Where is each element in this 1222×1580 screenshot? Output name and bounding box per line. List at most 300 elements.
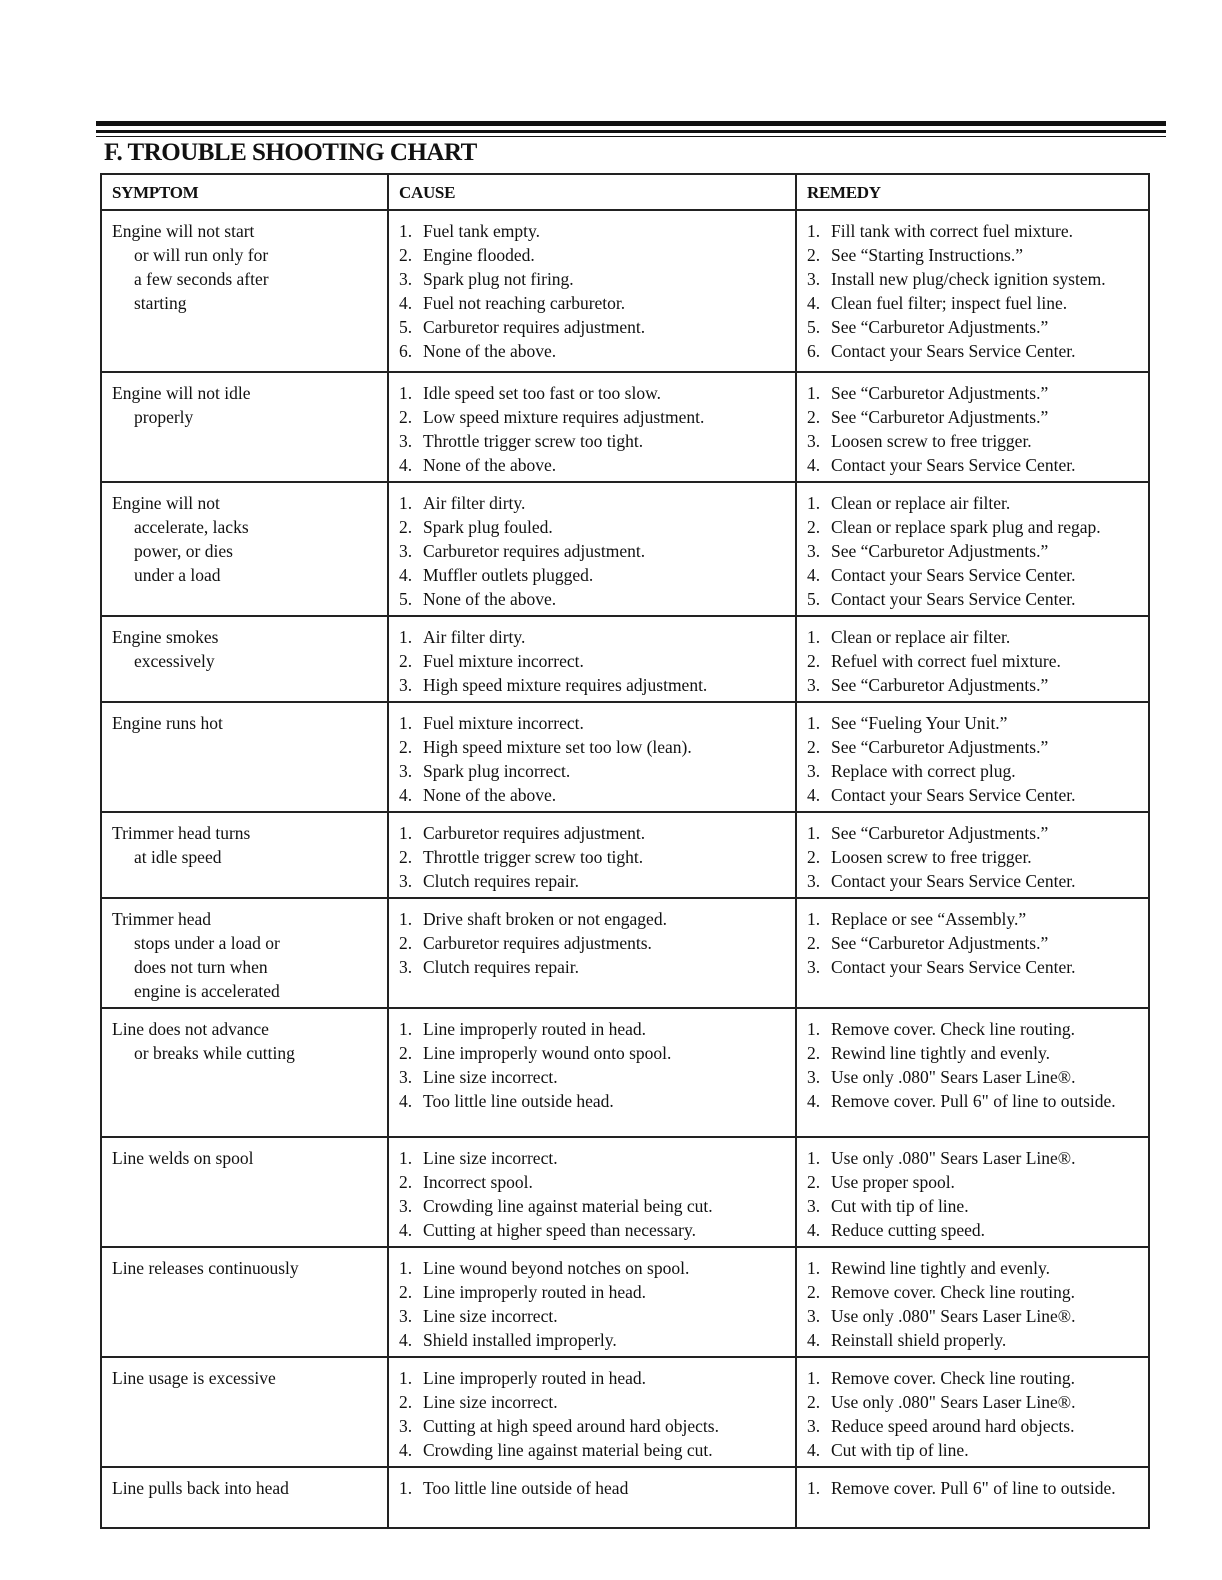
cause-item [399,1065,787,1089]
cause-item [399,907,787,931]
cause-item [399,955,787,979]
symptom-line: Line welds on spool [112,1148,254,1168]
remedy-text: Clean or replace spark plug and regap. [831,517,1101,537]
remedy-text: See “Carburetor Adjustments.” [831,737,1049,757]
remedy-item [807,1328,1140,1352]
remedy-text: Contact your Sears Service Center. [831,565,1076,585]
cause-list [399,711,787,807]
table-body [101,210,1149,1528]
item-number: 2. [399,933,413,953]
symptom-line: Engine will not [112,493,220,513]
cause-cell [388,898,796,1008]
item-number: 5. [399,589,413,609]
cause-text: Line size incorrect. [423,1306,558,1326]
symptom-cell [101,898,388,1008]
remedy-item [807,1438,1140,1462]
item-number: 1. [399,1368,413,1388]
item-number: 1. [399,1478,413,1498]
item-number: 2. [807,1392,821,1412]
remedy-list [807,625,1140,697]
remedy-item [807,219,1140,243]
cause-list [399,1146,787,1242]
remedy-text: Contact your Sears Service Center. [831,455,1076,475]
item-number: 4. [399,1330,413,1350]
item-number: 1. [399,493,413,513]
item-number: 1. [399,627,413,647]
item-number: 2. [399,517,413,537]
item-number: 2. [807,1043,821,1063]
cause-text: Line size incorrect. [423,1067,558,1087]
trouble-shooting-table [100,173,1150,1529]
item-number: 3. [807,1067,821,1087]
symptom-cell [101,1137,388,1247]
cause-text: Shield installed improperly. [423,1330,617,1350]
cause-item [399,243,787,267]
top-rule-medium [96,130,1166,133]
cause-text: Fuel mixture incorrect. [423,713,584,733]
item-number: 3. [807,957,821,977]
item-number: 5. [807,317,821,337]
remedy-text: Cut with tip of line. [831,1196,969,1216]
cause-item [399,405,787,429]
cause-text: None of the above. [423,589,557,609]
remedy-text: Use only .080" Sears Laser Line®. [831,1392,1076,1412]
remedy-text: Replace with correct plug. [831,761,1016,781]
symptom-line: under a load [134,565,221,585]
cause-item [399,587,787,611]
cause-item [399,315,787,339]
cause-item [399,649,787,673]
cause-cell [388,1137,796,1247]
cause-list [399,219,787,363]
item-number: 3. [807,1306,821,1326]
item-number: 4. [807,565,821,585]
cause-item [399,1089,787,1113]
item-number: 1. [807,1148,821,1168]
remedy-item [807,649,1140,673]
remedy-item [807,931,1140,955]
cause-text: Line wound beyond notches on spool. [423,1258,690,1278]
item-number: 3. [399,1416,413,1436]
item-number: 2. [807,737,821,757]
remedy-text: Loosen screw to free trigger. [831,431,1032,451]
item-number: 1. [807,1478,821,1498]
remedy-item [807,783,1140,807]
remedy-item [807,339,1140,363]
remedy-text: See “Fueling Your Unit.” [831,713,1008,733]
remedy-text: See “Carburetor Adjustments.” [831,933,1049,953]
cause-item [399,491,787,515]
symptom-cell [101,482,388,616]
item-number: 1. [807,713,821,733]
remedy-item [807,1017,1140,1041]
cause-item [399,783,787,807]
cause-text: Carburetor requires adjustment. [423,823,646,843]
cause-text: Line improperly routed in head. [423,1019,647,1039]
remedy-item [807,563,1140,587]
remedy-cell [796,372,1149,482]
remedy-item [807,429,1140,453]
table-row [101,1137,1149,1247]
cause-cell [388,482,796,616]
cause-list [399,907,787,979]
symptom-cell [101,616,388,702]
item-number: 4. [399,455,413,475]
item-number: 1. [807,1258,821,1278]
remedy-item [807,673,1140,697]
top-rule-thick [96,121,1166,126]
remedy-text: Reduce cutting speed. [831,1220,986,1240]
remedy-item [807,1218,1140,1242]
item-number: 3. [399,431,413,451]
cause-item [399,1146,787,1170]
remedy-item [807,1089,1140,1113]
item-number: 2. [807,517,821,537]
cause-text: Muffler outlets plugged. [423,565,594,585]
remedy-text: Remove cover. Check line routing. [831,1368,1075,1388]
remedy-text: Contact your Sears Service Center. [831,589,1076,609]
item-number: 2. [399,245,413,265]
cause-text: Clutch requires repair. [423,957,579,977]
cause-list [399,1017,787,1113]
symptom-line: or will run only for [134,245,269,265]
item-number: 5. [399,317,413,337]
cause-list [399,1366,787,1462]
symptom-line: does not turn when [134,957,268,977]
remedy-text: Install new plug/check ignition system. [831,269,1106,289]
remedy-cell [796,482,1149,616]
cause-text: High speed mixture requires adjustment. [423,675,708,695]
remedy-item [807,711,1140,735]
cause-item [399,673,787,697]
cause-text: Engine flooded. [423,245,535,265]
item-number: 1. [807,627,821,647]
item-number: 6. [399,341,413,361]
item-number: 1. [807,493,821,513]
cause-text: Spark plug fouled. [423,517,553,537]
item-number: 3. [399,761,413,781]
cause-item [399,711,787,735]
cause-cell [388,702,796,812]
item-number: 3. [399,957,413,977]
cause-item [399,1017,787,1041]
symptom-line: properly [134,407,194,427]
symptom-line: Engine will not idle [112,383,251,403]
item-number: 4. [399,293,413,313]
item-number: 3. [807,1416,821,1436]
table-row [101,210,1149,372]
symptom-line: Trimmer head turns [112,823,251,843]
remedy-text: Rewind line tightly and evenly. [831,1258,1051,1278]
item-number: 2. [807,245,821,265]
remedy-text: Contact your Sears Service Center. [831,785,1076,805]
item-number: 2. [399,1282,413,1302]
remedy-text: Use only .080" Sears Laser Line®. [831,1306,1076,1326]
remedy-item [807,453,1140,477]
item-number: 1. [807,383,821,403]
remedy-text: Refuel with correct fuel mixture. [831,651,1061,671]
remedy-item [807,587,1140,611]
symptom-line: engine is accelerated [134,981,280,1001]
cause-text: Line improperly routed in head. [423,1368,647,1388]
remedy-text: Clean fuel filter; inspect fuel line. [831,293,1068,313]
item-number: 1. [399,713,413,733]
cause-list [399,1256,787,1352]
remedy-item [807,735,1140,759]
remedy-list [807,821,1140,893]
remedy-text: Contact your Sears Service Center. [831,341,1076,361]
remedy-item [807,1256,1140,1280]
remedy-text: See “Carburetor Adjustments.” [831,317,1049,337]
item-number: 4. [399,785,413,805]
item-number: 3. [399,1196,413,1216]
cause-cell [388,1357,796,1467]
item-number: 3. [807,675,821,695]
symptom-line: Line usage is excessive [112,1368,276,1388]
remedy-item [807,491,1140,515]
item-number: 2. [807,651,821,671]
symptom-line: power, or dies [134,541,233,561]
cause-cell [388,1467,796,1528]
item-number: 4. [807,1091,821,1111]
cause-cell [388,372,796,482]
remedy-text: Reduce speed around hard objects. [831,1416,1075,1436]
top-rule-thin [96,136,1166,137]
item-number: 3. [399,871,413,891]
header-row [101,174,1149,210]
remedy-list [807,381,1140,477]
cause-text: Line improperly wound onto spool. [423,1043,672,1063]
remedy-item [807,845,1140,869]
remedy-item [807,821,1140,845]
remedy-list [807,1256,1140,1352]
remedy-item [807,1041,1140,1065]
item-number: 4. [807,1440,821,1460]
remedy-cell [796,1467,1149,1528]
table-row [101,898,1149,1008]
cause-text: High speed mixture set too low (lean). [423,737,692,757]
remedy-item [807,1194,1140,1218]
item-number: 2. [807,847,821,867]
item-number: 2. [807,1172,821,1192]
remedy-item [807,1304,1140,1328]
cause-text: Fuel mixture incorrect. [423,651,584,671]
remedy-text: Replace or see “Assembly.” [831,909,1027,929]
cause-text: Fuel not reaching carburetor. [423,293,626,313]
symptom-line: at idle speed [134,847,222,867]
cause-item [399,339,787,363]
item-number: 2. [807,407,821,427]
remedy-cell [796,1247,1149,1357]
table-row [101,1467,1149,1528]
cause-item [399,453,787,477]
cause-list [399,1476,787,1500]
remedy-text: See “Carburetor Adjustments.” [831,675,1049,695]
cause-list [399,821,787,893]
remedy-item [807,1390,1140,1414]
cause-cell [388,812,796,898]
cause-list [399,491,787,611]
remedy-item [807,1366,1140,1390]
item-number: 2. [399,407,413,427]
remedy-item [807,243,1140,267]
cause-text: Clutch requires repair. [423,871,579,891]
item-number: 1. [807,221,821,241]
cause-item [399,735,787,759]
item-number: 2. [399,847,413,867]
remedy-cell [796,1137,1149,1247]
item-number: 3. [399,541,413,561]
item-number: 1. [399,823,413,843]
item-number: 3. [807,541,821,561]
cause-cell [388,210,796,372]
remedy-text: Loosen screw to free trigger. [831,847,1032,867]
cause-item [399,625,787,649]
remedy-list [807,907,1140,979]
cause-item [399,1194,787,1218]
remedy-item [807,1170,1140,1194]
cause-text: None of the above. [423,785,557,805]
item-number: 2. [399,1043,413,1063]
remedy-list [807,1366,1140,1462]
remedy-text: See “Starting Instructions.” [831,245,1023,265]
cause-item [399,291,787,315]
remedy-cell [796,616,1149,702]
table-row [101,616,1149,702]
remedy-cell [796,898,1149,1008]
remedy-text: Clean or replace air filter. [831,627,1011,647]
item-number: 1. [807,1019,821,1039]
symptom-line: Line does not advance [112,1019,269,1039]
remedy-item [807,1146,1140,1170]
cause-item [399,1041,787,1065]
cause-item [399,1438,787,1462]
remedy-text: Remove cover. Check line routing. [831,1282,1075,1302]
symptom-cell [101,372,388,482]
cause-text: Drive shaft broken or not engaged. [423,909,667,929]
item-number: 3. [399,1306,413,1326]
remedy-item [807,1065,1140,1089]
remedy-text: See “Carburetor Adjustments.” [831,541,1049,561]
remedy-item [807,291,1140,315]
cause-text: None of the above. [423,455,557,475]
item-number: 6. [807,341,821,361]
item-number: 3. [807,431,821,451]
cause-item [399,429,787,453]
symptom-line: Engine runs hot [112,713,223,733]
table-row [101,1247,1149,1357]
cause-text: Line size incorrect. [423,1392,558,1412]
symptom-line: accelerate, lacks [134,517,249,537]
item-number: 2. [399,651,413,671]
symptom-line: Line pulls back into head [112,1478,289,1498]
symptom-line: stops under a load or [134,933,280,953]
item-number: 1. [399,383,413,403]
cause-item [399,1256,787,1280]
item-number: 4. [399,1440,413,1460]
remedy-list [807,1146,1140,1242]
remedy-text: Use only .080" Sears Laser Line®. [831,1067,1076,1087]
item-number: 3. [399,269,413,289]
symptom-line: starting [134,293,187,313]
item-number: 2. [807,933,821,953]
cause-text: Air filter dirty. [423,627,526,647]
cause-text: Spark plug incorrect. [423,761,571,781]
cause-text: Carburetor requires adjustment. [423,317,646,337]
remedy-text: Reinstall shield properly. [831,1330,1007,1350]
symptom-cell [101,1008,388,1137]
cause-item [399,219,787,243]
item-number: 4. [807,293,821,313]
remedy-item [807,955,1140,979]
symptom-cell [101,1467,388,1528]
remedy-text: See “Carburetor Adjustments.” [831,407,1049,427]
symptom-line: a few seconds after [134,269,269,289]
symptom-cell [101,702,388,812]
item-number: 4. [807,1330,821,1350]
remedy-text: Cut with tip of line. [831,1440,969,1460]
item-number: 3. [807,871,821,891]
cause-text: Air filter dirty. [423,493,526,513]
item-number: 4. [399,565,413,585]
item-number: 4. [807,1220,821,1240]
remedy-item [807,1414,1140,1438]
item-number: 5. [807,589,821,609]
symptom-line: Line releases continuously [112,1258,299,1278]
symptom-line: Engine will not start [112,221,255,241]
table-row [101,372,1149,482]
section-title: F. TROUBLE SHOOTING CHART [104,139,477,166]
table-row [101,702,1149,812]
cause-item [399,1304,787,1328]
cause-item [399,563,787,587]
remedy-text: Use only .080" Sears Laser Line®. [831,1148,1076,1168]
cause-header: CAUSE [388,174,796,210]
item-number: 1. [399,221,413,241]
cause-list [399,625,787,697]
cause-item [399,821,787,845]
item-number: 1. [399,1258,413,1278]
remedy-text: Contact your Sears Service Center. [831,871,1076,891]
remedy-text: See “Carburetor Adjustments.” [831,823,1049,843]
symptom-header: SYMPTOM [101,174,388,210]
cause-item [399,539,787,563]
cause-text: None of the above. [423,341,557,361]
remedy-text: Rewind line tightly and evenly. [831,1043,1051,1063]
remedy-list [807,1476,1140,1500]
item-number: 3. [807,1196,821,1216]
remedy-list [807,219,1140,363]
cause-text: Fuel tank empty. [423,221,540,241]
symptom-line: Trimmer head [112,909,211,929]
remedy-cell [796,1008,1149,1137]
symptom-cell [101,210,388,372]
item-number: 1. [399,909,413,929]
remedy-item [807,381,1140,405]
symptom-line: or breaks while cutting [134,1043,295,1063]
remedy-cell [796,812,1149,898]
remedy-item [807,315,1140,339]
cause-item [399,1476,787,1500]
remedy-list [807,1017,1140,1113]
table-row [101,1008,1149,1137]
item-number: 2. [399,1172,413,1192]
item-number: 3. [807,761,821,781]
remedy-text: Contact your Sears Service Center. [831,957,1076,977]
cause-text: Carburetor requires adjustment. [423,541,646,561]
cause-text: Line improperly routed in head. [423,1282,647,1302]
cause-item [399,759,787,783]
